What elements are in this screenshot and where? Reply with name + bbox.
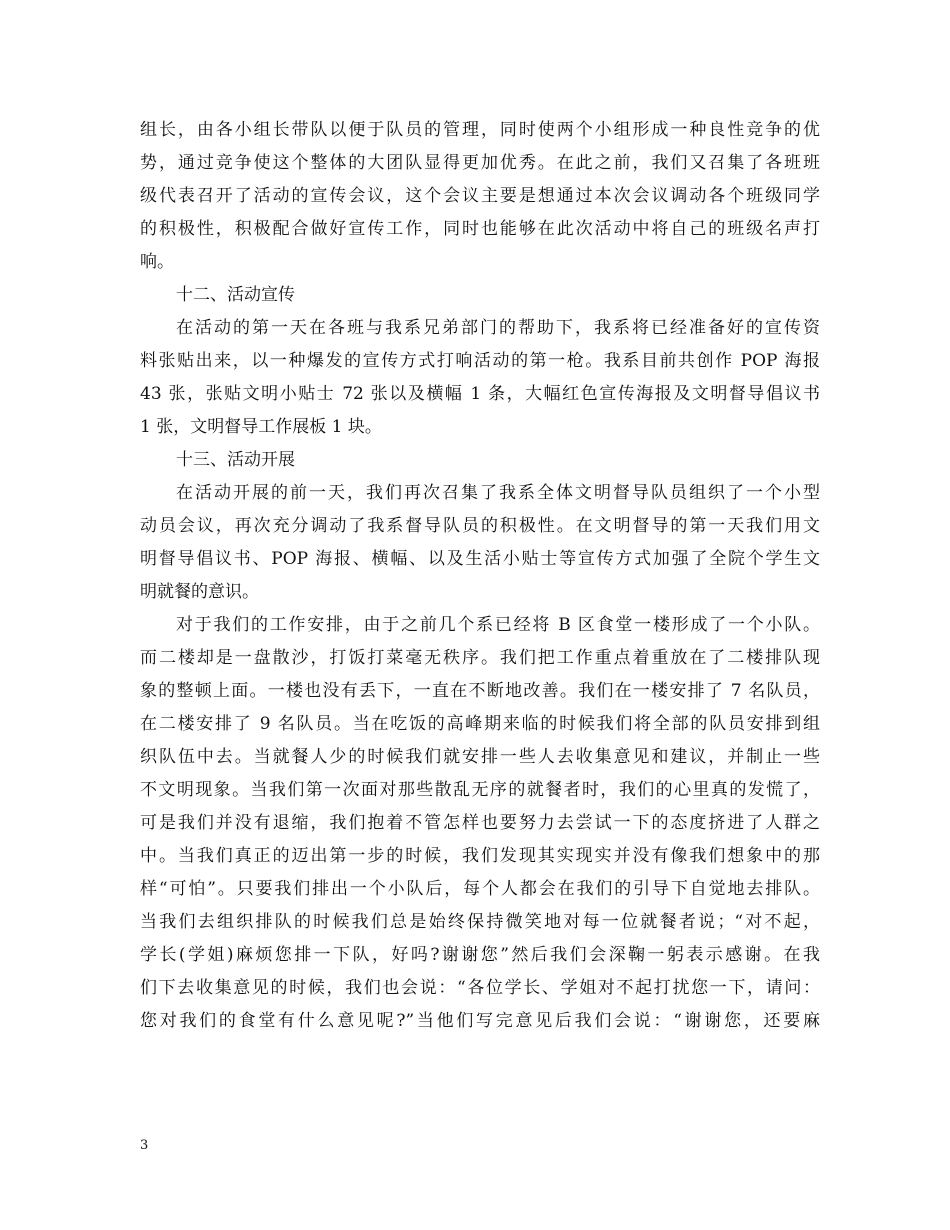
- text-line: 料张贴出来，以一种爆发的宣传方式打响活动的第一枪。我系目前共创作 POP 海报: [140, 351, 820, 371]
- text-line: 您对我们的食堂有什么意见呢?”当他们写完意见后我们会说：“谢谢您，还要麻: [140, 1011, 820, 1031]
- text-line: 象的整顿上面。一楼也没有丢下，一直在不断地改善。我们在一楼安排了 7 名队员，: [140, 681, 820, 701]
- text-line: 可是我们并没有退缩，我们抱着不管怎样也要努力去尝试一下的态度挤进了人群之: [140, 813, 820, 833]
- body-text: [140, 114, 820, 1038]
- text-line: 在活动开展的前一天，我们再次召集了我系全体文明督导队员组织了一个小型: [176, 483, 820, 503]
- text-line: 十三、活动开展: [176, 450, 295, 470]
- text-line: 43 张，张贴文明小贴士 72 张以及横幅 1 条，大幅红色宣传海报及文明督导倡议书: [140, 384, 820, 404]
- text-line: 不文明现象。当我们第一次面对那些散乱无序的就餐者时，我们的心里真的发慌了，: [140, 780, 820, 800]
- text-line: 样“可怕”。只要我们排出一个小队后，每个人都会在我们的引导下自觉地去排队。: [140, 879, 820, 899]
- text-line: 们下去收集意见的时候，我们也会说：“各位学长、学姐对不起打扰您一下，请问：: [140, 978, 820, 998]
- page-number: 3: [140, 1138, 149, 1153]
- text-line: 而二楼却是一盘散沙，打饭打菜毫无秩序。我们把工作重点着重放在了二楼排队现: [140, 648, 820, 668]
- text-line: 的积极性，积极配合做好宣传工作，同时也能够在此次活动中将自己的班级名声打: [140, 219, 820, 239]
- text-line: 明督导倡议书、POP 海报、横幅、以及生活小贴士等宣传方式加强了全院个学生文: [140, 549, 820, 569]
- text-line: 动员会议，再次充分调动了我系督导队员的积极性。在文明督导的第一天我们用文: [140, 516, 820, 536]
- text-line: 当我们去组织排队的时候我们总是始终保持微笑地对每一位就餐者说；“对不起，: [140, 912, 820, 932]
- text-line: 十二、活动宣传: [176, 285, 295, 305]
- text-line: 级代表召开了活动的宣传会议，这个会议主要是想通过本次会议调动各个班级同学: [140, 186, 820, 206]
- text-line: 中。当我们真正的迈出第一步的时候，我们发现其实现实并没有像我们想象中的那: [140, 846, 820, 866]
- text-line: 学长(学姐)麻烦您排一下队，好吗?谢谢您”然后我们会深鞠一躬表示感谢。在我: [140, 945, 820, 965]
- text-line: 组长，由各小组长带队以便于队员的管理，同时使两个小组形成一种良性竞争的优: [140, 120, 820, 140]
- text-line: 在活动的第一天在各班与我系兄弟部门的帮助下，我系将已经准备好的宣传资: [176, 318, 820, 338]
- text-line: 势，通过竞争使这个整体的大团队显得更加优秀。在此之前，我们又召集了各班班: [140, 153, 820, 173]
- text-line: 明就餐的意识。: [140, 582, 259, 602]
- text-line: 织队伍中去。当就餐人少的时候我们就安排一些人去收集意见和建议，并制止一些: [140, 747, 820, 767]
- text-line: 对于我们的工作安排，由于之前几个系已经将 B 区食堂一楼形成了一个小队。: [176, 615, 820, 635]
- text-line: 在二楼安排了 9 名队员。当在吃饭的高峰期来临的时候我们将全部的队员安排到组: [140, 714, 820, 734]
- text-line: 响。: [140, 252, 174, 272]
- text-line: 1 张，文明督导工作展板 1 块。: [140, 417, 382, 437]
